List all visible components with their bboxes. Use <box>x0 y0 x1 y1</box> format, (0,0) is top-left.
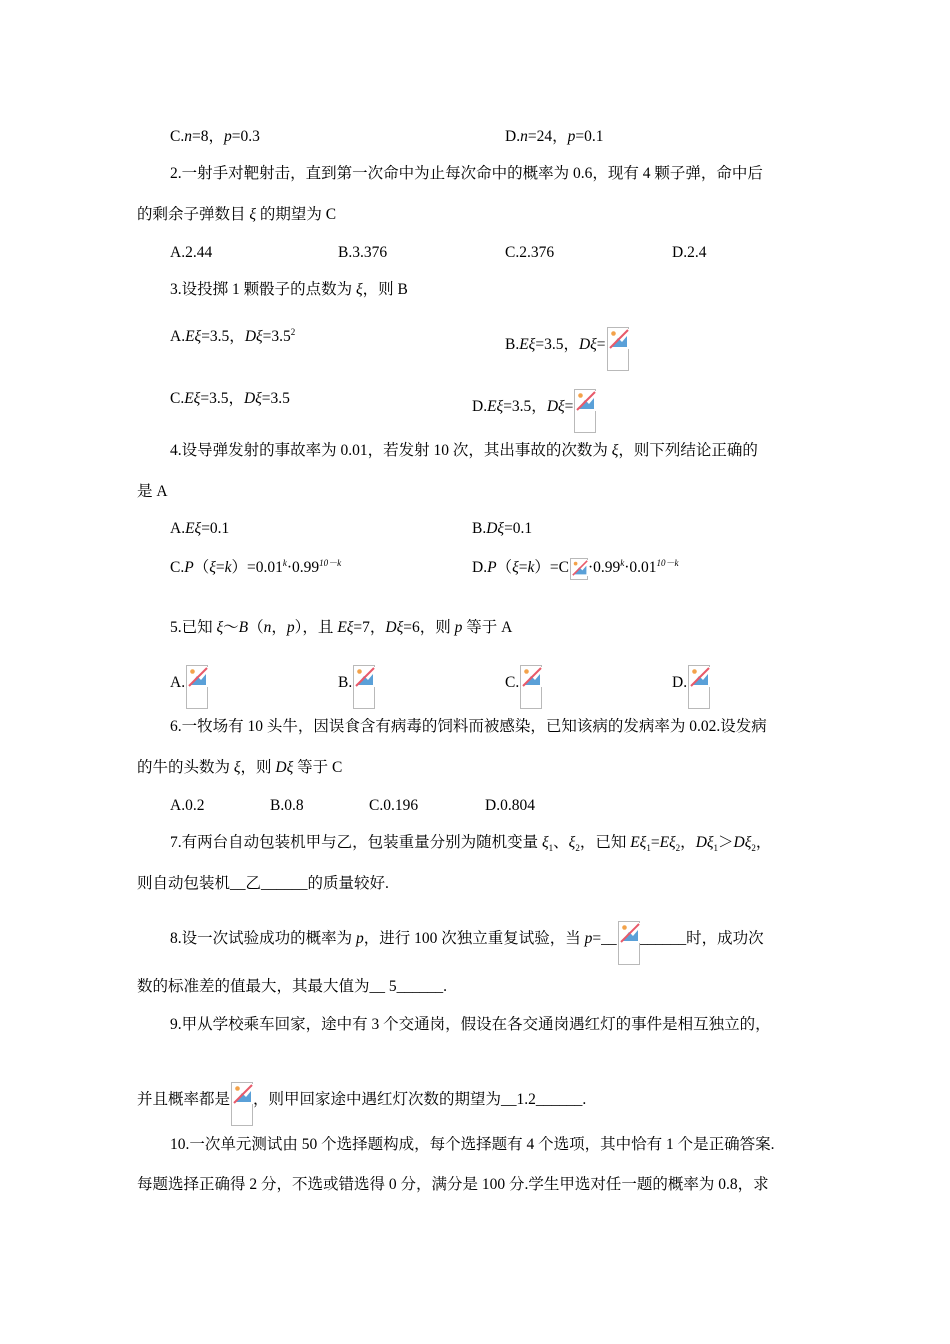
q4-option-d: D.P（ξ=k）=C $\cdot 0.99^k\cdot 0.01^{10-k}$ <box>472 558 679 580</box>
q9-stem-line2: 并且概率都是 ，则甲回家途中遇红灯次数的期望为__1.2______. <box>137 1082 586 1126</box>
q6-stem-line1: 6.一牧场有 10 头牛，因误食含有病毒的饲料而被感染，已知该病的发病率为 0.02.设发病 <box>170 718 767 735</box>
q3-stem: 3.设投掷 1 颗骰子的点数为 ξ，则 B <box>170 281 408 298</box>
q5-option-c: C. <box>505 665 542 709</box>
q1-option-d: D.n=24，p=0.1 <box>505 128 604 145</box>
q4-option-a: A.Eξ=0.1 <box>170 520 230 537</box>
q5-option-a: A. <box>170 665 208 709</box>
q7-stem-line1: 7.有两台自动包装机甲与乙，包装重量分别为随机变量 $\xi_1$、$\xi_2$，已知 $E\xi_1=E\xi_2$，$D\xi_1>D\xi_2$， <box>170 834 772 854</box>
broken-image-icon <box>607 327 629 371</box>
q8-stem-line1: 8.设一次试验成功的概率为 p，进行 100 次独立重复试验，当 p=__ ______时，成功次 <box>170 921 764 965</box>
q2-stem-line2: 的剩余子弹数目 ξ 的期望为 C <box>137 206 337 223</box>
q5-stem: 5.已知 ξ～B（n，p），且 Eξ=7，Dξ=6，则 p 等于 A <box>170 619 513 636</box>
q7-stem-line2: 则自动包装机__乙______的质量较好. <box>137 875 389 892</box>
q2-option-b: B.3.376 <box>338 244 388 261</box>
q8-stem-line2: 数的标准差的值最大，其最大值为__ 5______. <box>137 978 448 995</box>
q6-option-c: C.0.196 <box>369 797 419 814</box>
q4-option-b: B.Dξ=0.1 <box>472 520 533 537</box>
q1-option-c: C.n=8，p=0.3 <box>170 128 260 145</box>
q6-option-d: D.0.804 <box>485 797 535 814</box>
q10-stem-line2: 每题选择正确得 2 分，不选或错选得 0 分，满分是 100 分.学生甲选对任一题的概率为 0.8，求 <box>137 1176 769 1193</box>
q2-stem-line1: 2.一射手对靶射击，直到第一次命中为止每次命中的概率为 0.6，现有 4 颗子弹，命中后 <box>170 165 763 182</box>
broken-image-icon <box>186 665 208 709</box>
q2-option-d: D.2.4 <box>672 244 707 261</box>
broken-image-icon <box>574 389 596 433</box>
broken-image-icon <box>618 921 640 965</box>
q5-option-b: B. <box>338 665 375 709</box>
q6-stem-line2: 的牛的头数为 ξ，则 Dξ 等于 C <box>137 759 343 776</box>
q2-option-c: C.2.376 <box>505 244 555 261</box>
q3-option-a: A.Eξ=3.5，$D\xi=3.5^2$ <box>170 326 296 345</box>
q4-stem-line1: 4.设导弹发射的事故率为 0.01，若发射 10 次，其出事故的次数为 ξ，则下列结论正确的 <box>170 442 758 459</box>
broken-image-icon <box>231 1082 253 1126</box>
q6-option-a: A.0.2 <box>170 797 205 814</box>
q4-stem-line2: 是 A <box>137 483 168 500</box>
q10-stem-line1: 10.一次单元测试由 50 个选择题构成，每个选择题有 4 个选项，其中恰有 1 个是正确答案. <box>170 1136 775 1153</box>
broken-image-icon <box>353 665 375 709</box>
broken-image-icon <box>570 558 588 580</box>
q5-option-d: D. <box>672 665 710 709</box>
q3-option-b: B.Eξ=3.5，Dξ= <box>505 327 629 371</box>
broken-image-icon <box>688 665 710 709</box>
q6-option-b: B.0.8 <box>270 797 304 814</box>
q2-option-a: A.2.44 <box>170 244 213 261</box>
q3-option-c: C.Eξ=3.5，Dξ=3.5 <box>170 390 290 407</box>
q9-stem-line1: 9.甲从学校乘车回家，途中有 3 个交通岗，假设在各交通岗遇红灯的事件是相互独立的， <box>170 1016 771 1033</box>
broken-image-icon <box>520 665 542 709</box>
q3-option-d: D.Eξ=3.5，Dξ= <box>472 389 596 433</box>
q4-option-c: $C.P(\xi=k)=0.01^k\cdot 0.99^{10-k}$ <box>170 557 342 576</box>
